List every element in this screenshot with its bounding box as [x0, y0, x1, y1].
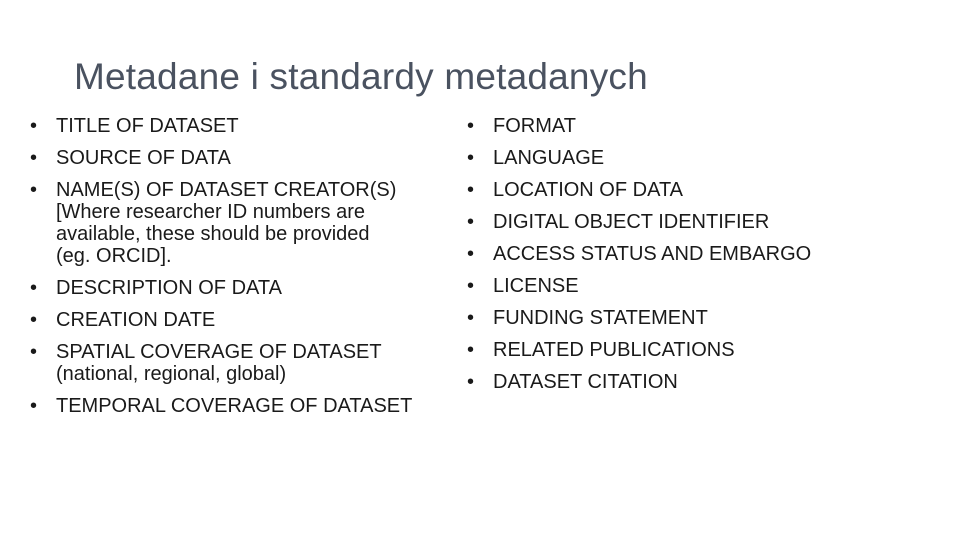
list-item-note: (national, regional, global)	[56, 363, 287, 385]
list-item	[467, 307, 887, 329]
list-item-label: FORMAT	[493, 115, 576, 137]
list-item-label: CREATION DATE	[56, 309, 216, 331]
slide-title: Metadane i standardy metadanych	[74, 56, 648, 97]
list-item-label: FUNDING STATEMENT	[493, 307, 708, 329]
list-item	[467, 371, 887, 393]
left-bullet-list	[30, 115, 470, 427]
list-item	[467, 115, 887, 137]
list-item-note: [Where researcher ID numbers are	[56, 201, 366, 223]
list-item	[467, 179, 887, 201]
list-item-label: DATASET CITATION	[493, 371, 678, 393]
list-item-label: NAME(S) OF DATASET CREATOR(S)	[56, 179, 397, 201]
list-item	[467, 339, 887, 361]
list-item	[30, 115, 470, 137]
list-item-label: SOURCE OF DATA	[56, 147, 231, 169]
list-item-label: LOCATION OF DATA	[493, 179, 684, 201]
list-item-label: DESCRIPTION OF DATA	[56, 277, 282, 299]
list-item-label: LICENSE	[493, 275, 579, 297]
right-bullet-list	[467, 115, 887, 403]
list-item-label: TITLE OF DATASET	[56, 115, 239, 137]
list-item-label: TEMPORAL COVERAGE OF DATASET	[56, 395, 413, 417]
list-item	[30, 147, 470, 169]
list-item	[30, 309, 470, 331]
list-item	[467, 147, 887, 169]
list-item-label: RELATED PUBLICATIONS	[493, 339, 735, 361]
list-item-label: SPATIAL COVERAGE OF DATASET	[56, 341, 382, 363]
list-item-label: DIGITAL OBJECT IDENTIFIER	[493, 211, 770, 233]
list-item	[30, 277, 470, 299]
list-item-note: available, these should be provided	[56, 223, 370, 245]
list-item	[467, 275, 887, 297]
list-item-note: (eg. ORCID].	[56, 245, 172, 267]
list-item	[30, 179, 470, 267]
list-item	[30, 341, 470, 385]
list-item-label: ACCESS STATUS AND EMBARGO	[493, 243, 812, 265]
list-item	[467, 243, 887, 265]
list-item	[30, 395, 470, 417]
list-item	[467, 211, 887, 233]
list-item-label: LANGUAGE	[493, 147, 605, 169]
